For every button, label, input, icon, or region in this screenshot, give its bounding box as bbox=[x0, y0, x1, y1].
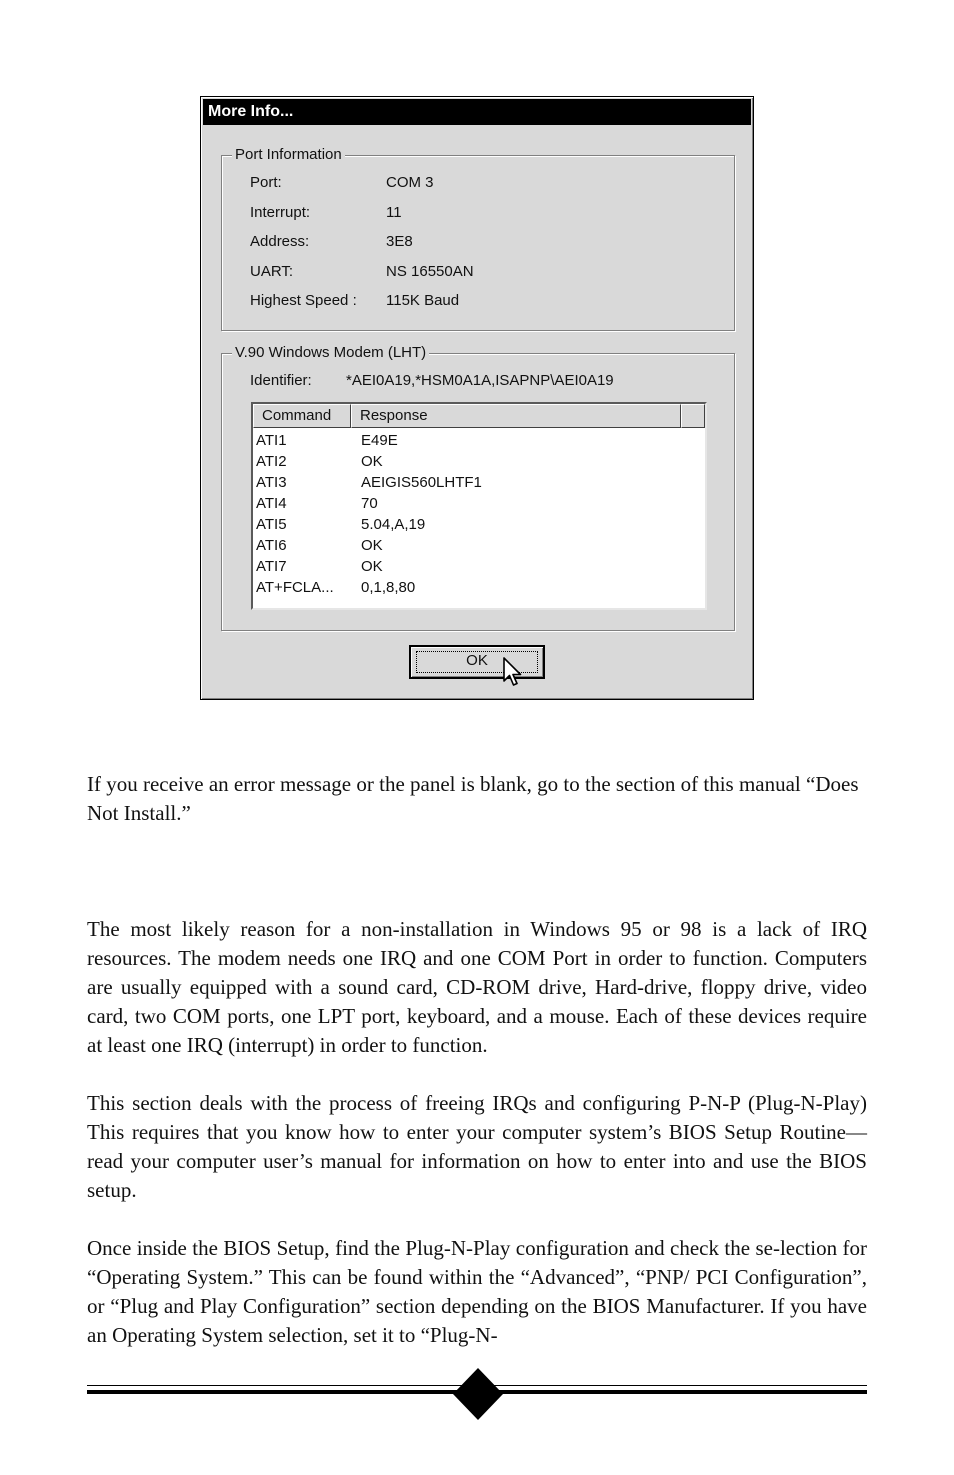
command-response-list[interactable] bbox=[251, 402, 707, 610]
command-cell: ATI2 bbox=[256, 453, 287, 470]
modem-group bbox=[221, 344, 735, 631]
highest-speed-value: 115K Baud bbox=[386, 292, 460, 309]
response-cell: 0,1,8,80 bbox=[361, 579, 416, 596]
command-cell: ATI4 bbox=[256, 495, 287, 512]
port-value: COM 3 bbox=[386, 174, 434, 191]
more-info-dialog bbox=[200, 96, 754, 700]
address-value: 3E8 bbox=[386, 233, 413, 250]
paragraph-freeing-irqs: This section deals with the process of freeing IRQs and configuring P-N-P (Plug-N-Play) This requires that you know how to enter your computer system’s BIOS Setup Routine—read your computer user’s manual for information on how to enter into and use the BIOS setup. bbox=[87, 1091, 867, 1202]
response-cell: 70 bbox=[361, 495, 378, 512]
response-cell: OK bbox=[361, 558, 383, 575]
port-information-group bbox=[221, 146, 735, 331]
diamond-icon bbox=[453, 1368, 503, 1420]
port-information-legend: Port Information bbox=[232, 146, 345, 164]
paragraph-bios-setup: Once inside the BIOS Setup, find the Plug-N-Play configuration and check the se-lection for “Operating System.” This can be found within the “Advanced”, “PNP/ PCI Configuration”, or “Plug and Play Configuration” section depending on the BIOS Manufacturer. If you have an Operating System selection, set it to “Plug-N- bbox=[87, 1236, 867, 1347]
list-item[interactable] bbox=[253, 493, 705, 514]
response-cell: AEIGIS560LHTF1 bbox=[361, 474, 482, 491]
column-header-command[interactable]: Command bbox=[253, 404, 351, 428]
dialog-title: More Info... bbox=[203, 99, 751, 125]
list-item[interactable] bbox=[253, 451, 705, 472]
command-cell: ATI7 bbox=[256, 558, 287, 575]
list-item[interactable] bbox=[253, 430, 705, 451]
command-cell: ATI3 bbox=[256, 474, 287, 491]
paragraph-irq-resources: The most likely reason for a non-installation in Windows 95 or 98 is a lack of IRQ resources. The modem needs one IRQ and one COM Port in order to function. Computers are usually equipped with a sound card, CD-ROM drive, Hard-drive, floppy drive, video card, two COM ports, one LPT port, keyboard, and a mouse. Each of these devices require at least one IRQ (interrupt) in order to function. bbox=[87, 917, 867, 1057]
uart-value: NS 16550AN bbox=[386, 263, 474, 280]
list-item[interactable] bbox=[253, 514, 705, 535]
mouse-pointer-icon bbox=[503, 657, 525, 689]
response-cell: 5.04,A,19 bbox=[361, 516, 426, 533]
modem-legend: V.90 Windows Modem (LHT) bbox=[232, 344, 429, 362]
response-cell: OK bbox=[361, 537, 383, 554]
response-cell: OK bbox=[361, 453, 383, 470]
column-header-filler bbox=[681, 404, 705, 428]
highest-speed-label: Highest Speed : bbox=[250, 292, 357, 309]
list-body bbox=[253, 430, 705, 598]
list-item[interactable] bbox=[253, 472, 705, 493]
response-cell: E49E bbox=[361, 432, 398, 449]
command-cell: ATI1 bbox=[256, 432, 287, 449]
interrupt-value: 11 bbox=[386, 204, 402, 221]
interrupt-label: Interrupt: bbox=[250, 204, 311, 221]
uart-label: UART: bbox=[250, 263, 294, 280]
list-header bbox=[253, 404, 705, 428]
command-cell: AT+FCLA... bbox=[256, 579, 334, 596]
identifier-label: Identifier: bbox=[250, 372, 312, 389]
ok-button-label: OK bbox=[466, 652, 488, 669]
address-label: Address: bbox=[250, 233, 310, 250]
column-header-response[interactable]: Response bbox=[351, 404, 681, 428]
port-label: Port: bbox=[250, 174, 282, 191]
list-item[interactable] bbox=[253, 535, 705, 556]
command-cell: ATI5 bbox=[256, 516, 287, 533]
paragraph-error-message: If you receive an error message or the panel is blank, go to the section of this manual “Does Not Install.” bbox=[87, 772, 859, 825]
identifier-value: *AEI0A19,*HSM0A1A,ISAPNP\AEI0A19 bbox=[346, 372, 614, 389]
list-item[interactable] bbox=[253, 556, 705, 577]
list-item[interactable] bbox=[253, 577, 705, 598]
command-cell: ATI6 bbox=[256, 537, 287, 554]
